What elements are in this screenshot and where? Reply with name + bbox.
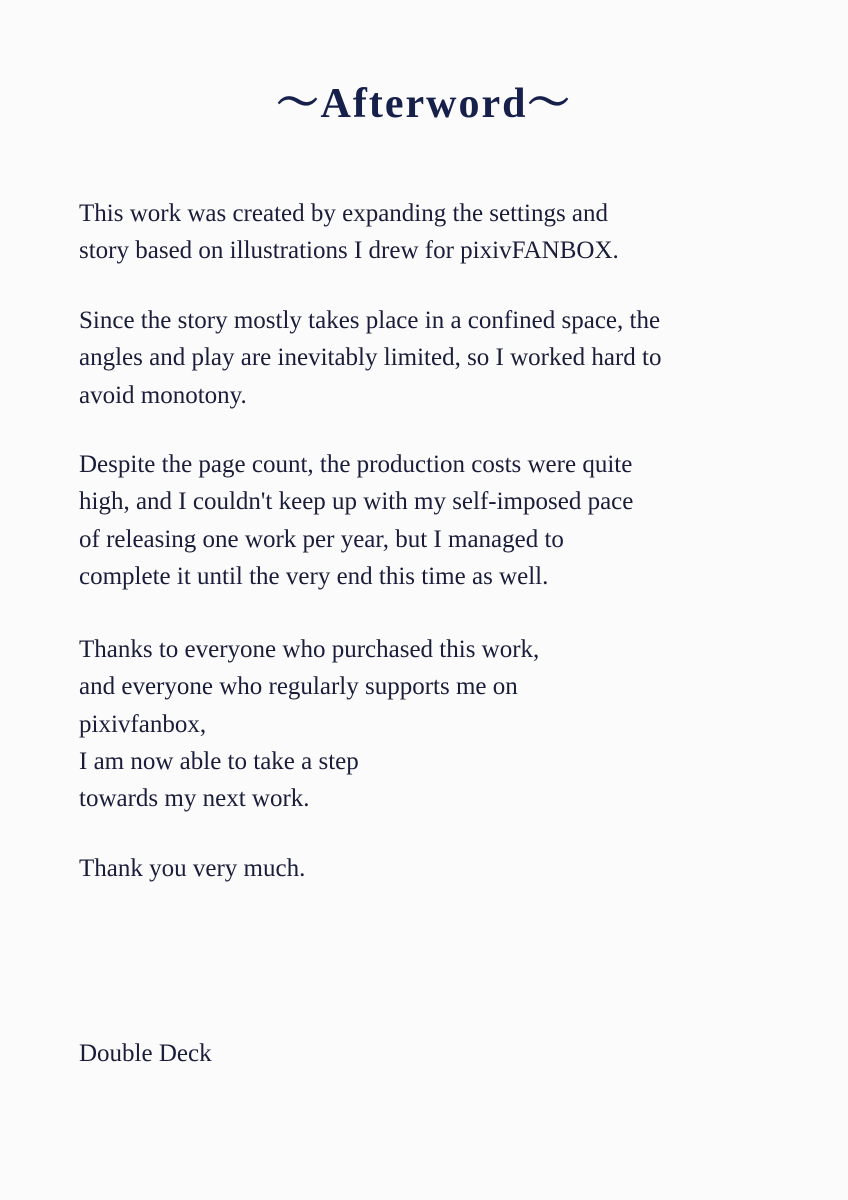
paragraph-setting: Since the story mostly takes place in a confined space, the angles and play are inevitably limited, so I worked hard to avoid monotony. (79, 307, 662, 409)
paragraph-production: Despite the page count, the production costs were quite high, and I couldn't keep up with my self-imposed pace of releasing one work per year, but I managed to complete it until the very end this time as well. (79, 451, 634, 590)
paragraph-origin: This work was created by expanding the settings and story based on illustrations I drew for pixivFANBOX. (79, 200, 619, 265)
page-title: 〜Afterword〜 (276, 81, 572, 127)
author-signature: Double Deck (79, 1040, 212, 1067)
paragraph-thanks: Thanks to everyone who purchased this work, and everyone who regularly supports me on pixivfanbox, I am now able to take a step towards my next work. (79, 636, 540, 813)
paragraph-closing: Thank you very much. (79, 855, 306, 882)
